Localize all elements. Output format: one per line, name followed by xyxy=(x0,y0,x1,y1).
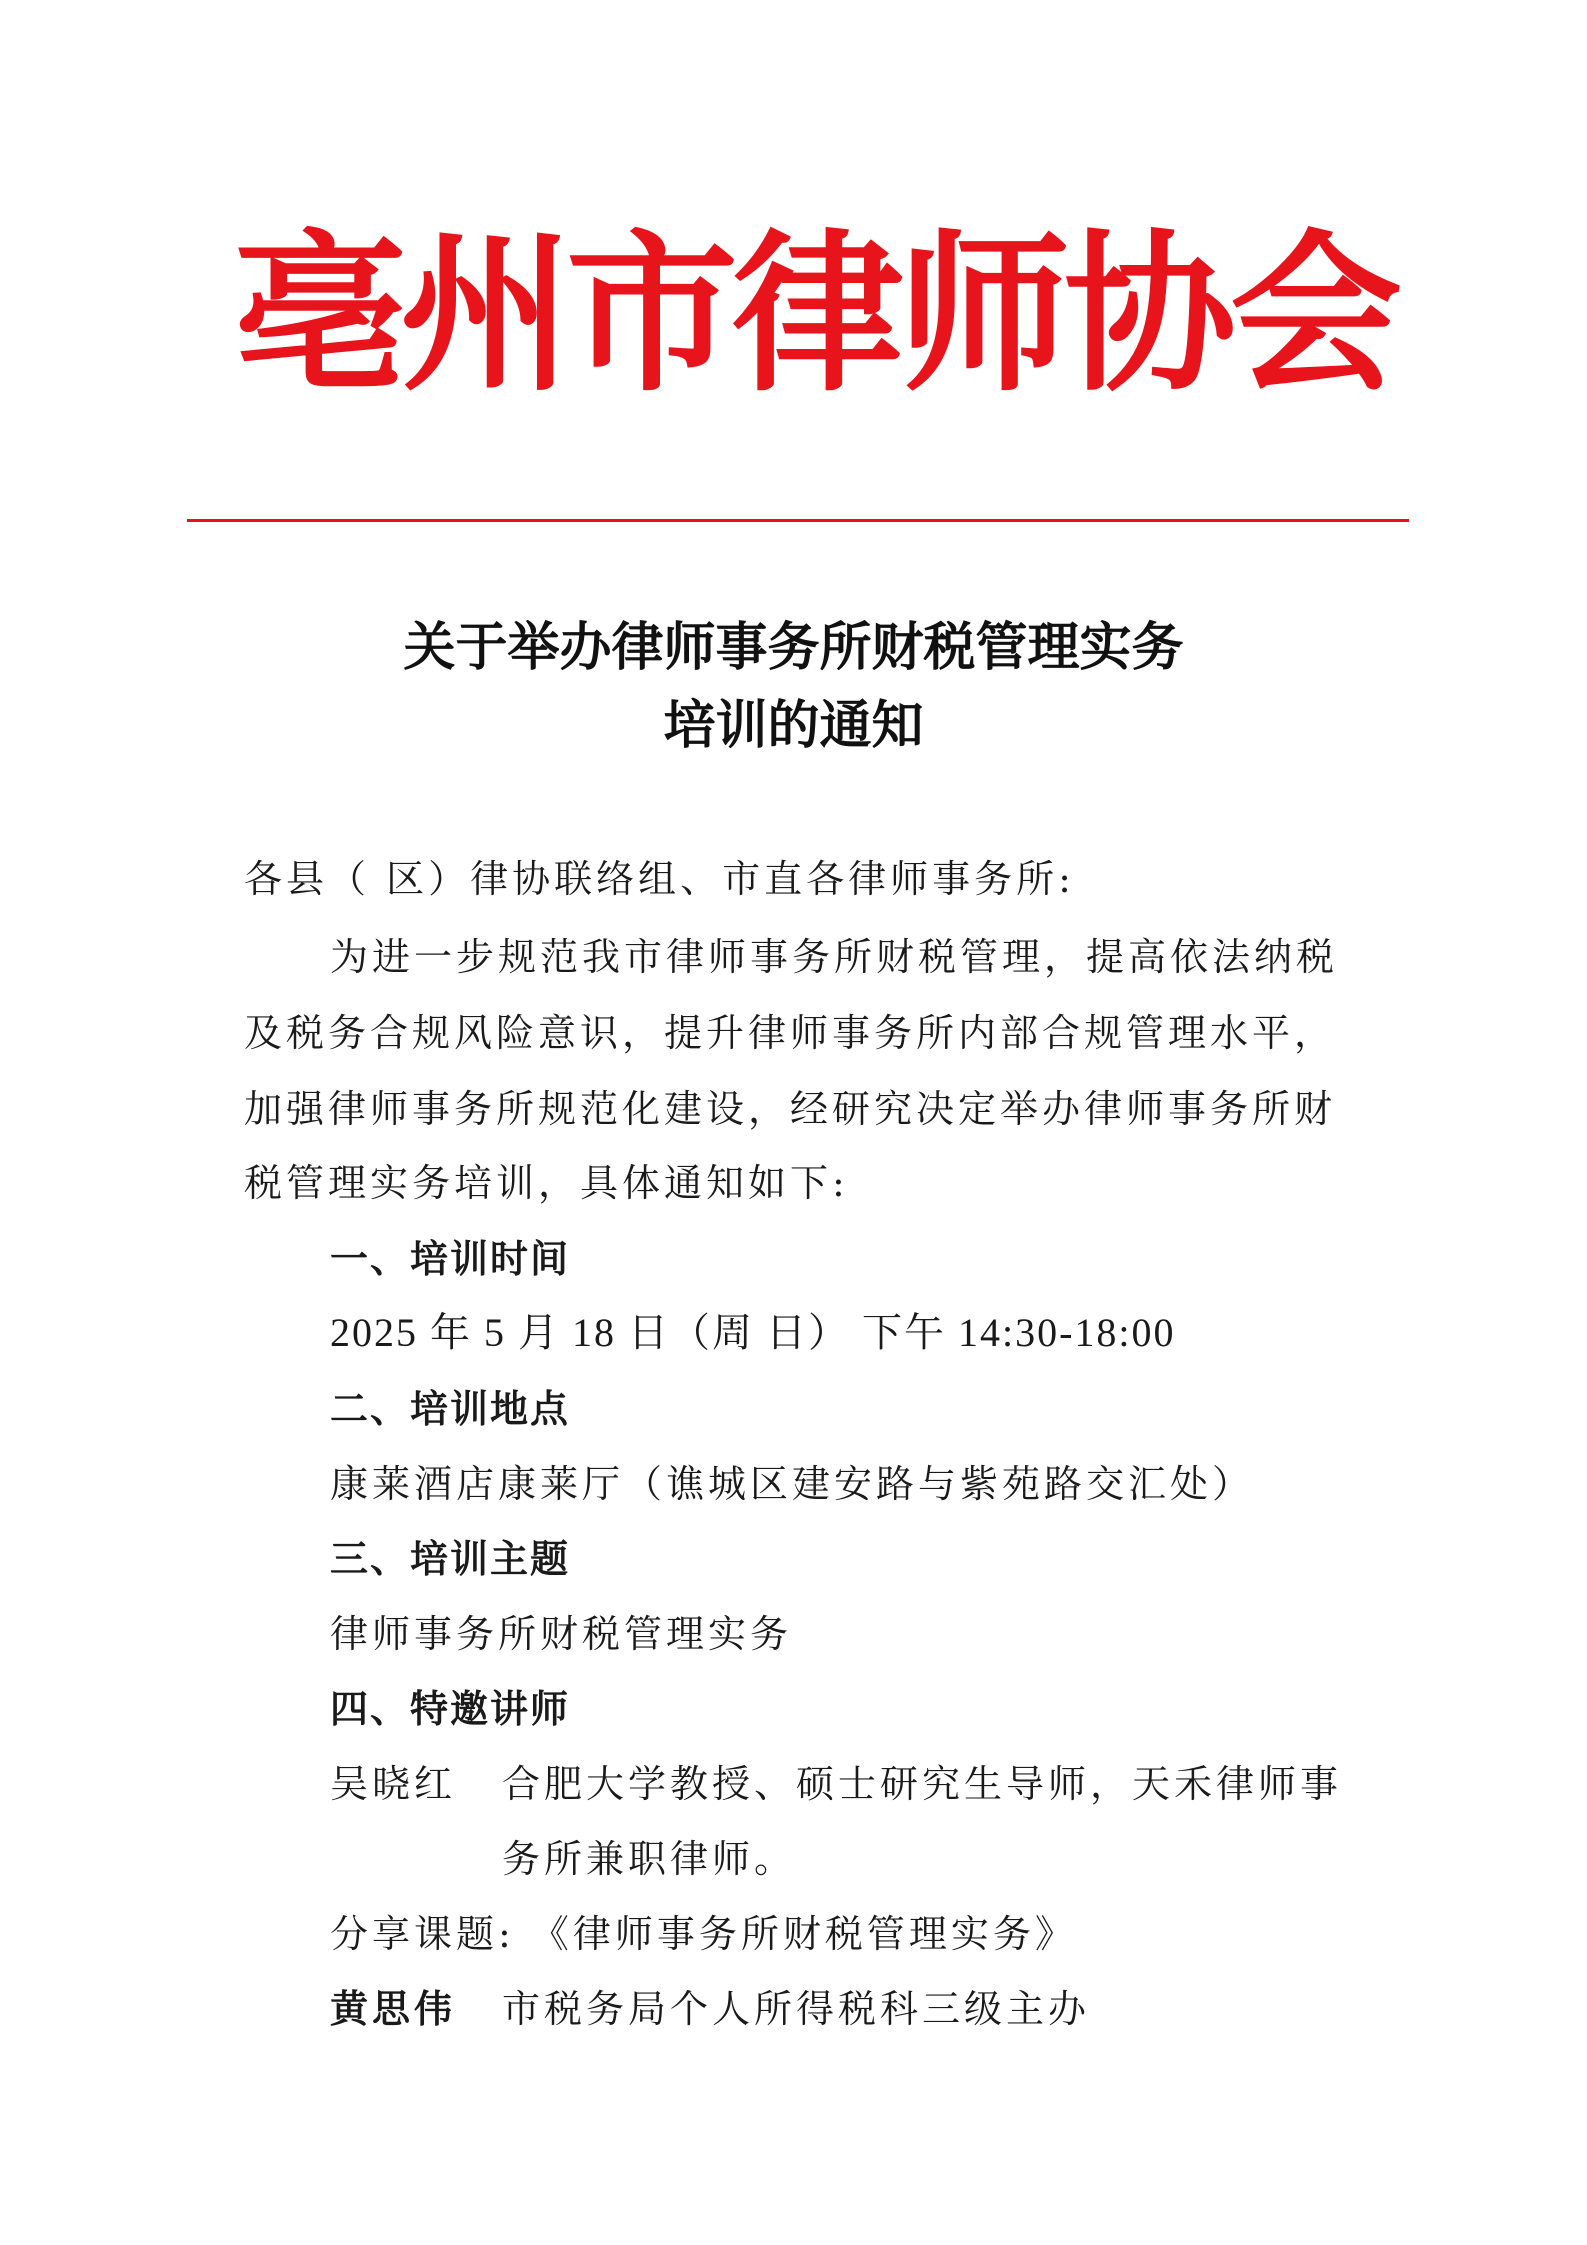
intro-line-3: 加强律师事务所规范化建设，经研究决定举办律师事务所财 xyxy=(244,1087,1337,1131)
intro-line-4: 税管理实务培训，具体通知如下: xyxy=(244,1161,849,1205)
salutation: 各县（ 区）律协联络组、市直各律师事务所: xyxy=(244,857,1075,901)
training-theme: 律师事务所财税管理实务 xyxy=(330,1612,793,1656)
document-title-line-2: 培训的通知 xyxy=(663,695,924,756)
section-heading-speakers: 四、特邀讲师 xyxy=(330,1687,571,1731)
letterhead-red-rule xyxy=(187,519,1409,522)
speaker-2-desc: 市税务局个人所得税科三级主办 xyxy=(502,1987,1091,2031)
intro-line-2: 及税务合规风险意识，提升律师事务所内部合规管理水平， xyxy=(244,1011,1337,1055)
speaker-1-name: 吴晓红 xyxy=(330,1762,457,1806)
speaker-1-desc-line-2: 务所兼职律师。 xyxy=(502,1837,797,1881)
document-title-line-1: 关于举办律师事务所财税管理实务 xyxy=(403,617,1184,678)
speaker-1-desc-line-1: 合肥大学教授、硕士研究生导师，天禾律师事 xyxy=(502,1762,1343,1806)
section-heading-theme: 三、培训主题 xyxy=(330,1537,571,1581)
section-heading-location: 二、培训地点 xyxy=(330,1387,571,1431)
letterhead-org-name: 亳州市律师协会 xyxy=(234,212,1396,415)
section-heading-time: 一、培训时间 xyxy=(330,1237,571,1281)
intro-line-1: 为进一步规范我市律师事务所财税管理，提高依法纳税 xyxy=(330,935,1339,979)
speaker-2-name: 黄思伟 xyxy=(330,1986,457,2031)
training-location: 康莱酒店康莱厅（谯城区建安路与紫苑路交汇处） xyxy=(330,1462,1255,1506)
speaker-1-topic: 分享课题: 《律师事务所财税管理实务》 xyxy=(330,1912,1077,1956)
training-time: 2025 年 5 月 18 日（周 日） 下午 14:30-18:00 xyxy=(330,1310,1176,1355)
